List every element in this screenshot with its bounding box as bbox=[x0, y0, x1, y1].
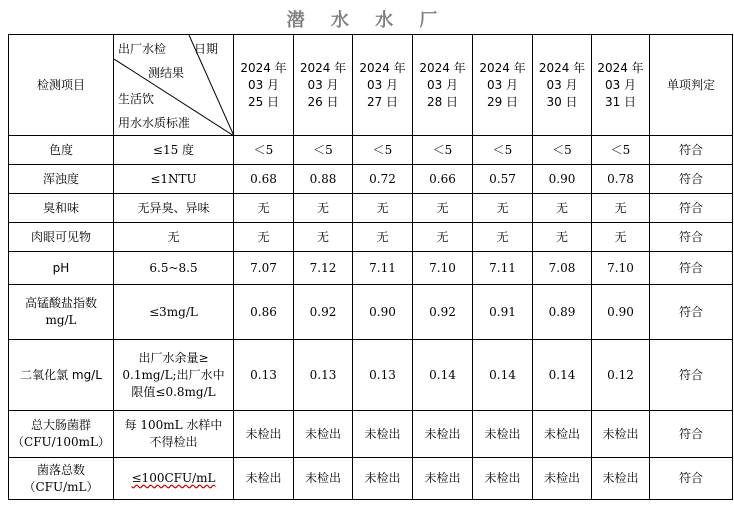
standard-cell bbox=[114, 223, 234, 252]
date-header: 2024 年 03 月 29 日 bbox=[473, 35, 533, 136]
measurement-cell: 0.92 bbox=[413, 285, 473, 340]
water-quality-table bbox=[8, 34, 733, 500]
measurement-cell: ＜5 bbox=[592, 136, 650, 165]
measurement-cell: ＜5 bbox=[413, 136, 473, 165]
date-header: 2024 年 03 月 31 日 bbox=[592, 35, 650, 136]
measurement-cell: 0.12 bbox=[592, 340, 650, 411]
item-name: 菌落总数 bbox=[36, 462, 85, 477]
measurement-cell: 未检出 bbox=[413, 458, 473, 500]
item-name-cell bbox=[9, 411, 114, 458]
measurement-cell: 无 bbox=[413, 194, 473, 223]
measurement-cell: ＜5 bbox=[473, 136, 533, 165]
measurement-cell: 0.86 bbox=[234, 285, 294, 340]
measurement-cell: 无 bbox=[294, 194, 353, 223]
item-name: 肉眼可见物 bbox=[30, 229, 91, 244]
diagonal-header-cell bbox=[114, 35, 234, 136]
measurement-cell: 0.91 bbox=[473, 285, 533, 340]
standard-text: 无异臭、异味 bbox=[137, 200, 210, 215]
item-name: 总大肠菌群 bbox=[30, 418, 91, 432]
measurement-cell: 无 bbox=[533, 194, 592, 223]
standard-text: 出厂水余量≥ bbox=[138, 350, 209, 365]
measurement-cell: 未检出 bbox=[234, 411, 294, 458]
verdict-cell: 符合 bbox=[650, 223, 733, 252]
item-unit: （CFU/100mL） bbox=[12, 435, 110, 449]
page-title: 潜 水 水 厂 bbox=[286, 10, 448, 31]
measurement-cell: 无 bbox=[473, 194, 533, 223]
standard-text: ≤100CFU/mL bbox=[131, 471, 216, 485]
measurement-cell: 未检出 bbox=[413, 411, 473, 458]
measurement-cell: 无 bbox=[592, 194, 650, 223]
item-name-cell bbox=[9, 223, 114, 252]
diag-label-standard-1: 生活饮 bbox=[118, 92, 155, 106]
diag-label-standard-2: 用水水质标准 bbox=[118, 116, 191, 130]
measurement-cell: 7.12 bbox=[294, 252, 353, 285]
measurement-cell: 无 bbox=[592, 223, 650, 252]
measurement-cell: 7.08 bbox=[533, 252, 592, 285]
measurement-cell: 7.11 bbox=[353, 252, 413, 285]
verdict-header: 单项判定 bbox=[650, 35, 733, 136]
item-name-cell bbox=[9, 458, 114, 500]
measurement-cell: 0.57 bbox=[473, 165, 533, 194]
item-unit: mg/L bbox=[45, 313, 77, 327]
standard-text: 不得检出 bbox=[149, 435, 198, 449]
standard-text: 限值≤0.8mg/L bbox=[131, 384, 216, 399]
standard-text: 每 100mL 水样中 bbox=[124, 418, 223, 432]
date-header: 2024 年 03 月 30 日 bbox=[533, 35, 592, 136]
measurement-cell: 0.14 bbox=[533, 340, 592, 411]
measurement-cell: 7.11 bbox=[473, 252, 533, 285]
measurement-cell: 无 bbox=[234, 223, 294, 252]
measurement-cell: 未检出 bbox=[294, 411, 353, 458]
measurement-cell: 0.72 bbox=[353, 165, 413, 194]
header-row bbox=[9, 35, 733, 136]
diag-label-date: 日期 bbox=[194, 42, 219, 56]
measurement-cell: 无 bbox=[234, 194, 294, 223]
table-row bbox=[9, 136, 733, 165]
date-header: 2024 年 03 月 26 日 bbox=[294, 35, 353, 136]
item-header: 检测项目 bbox=[9, 35, 114, 136]
standard-cell bbox=[114, 458, 234, 500]
measurement-cell: 无 bbox=[413, 223, 473, 252]
measurement-cell: 未检出 bbox=[473, 411, 533, 458]
item-name-cell bbox=[9, 194, 114, 223]
table-row bbox=[9, 411, 733, 458]
measurement-cell: 无 bbox=[533, 223, 592, 252]
verdict-cell: 符合 bbox=[650, 340, 733, 411]
measurement-cell: 0.13 bbox=[294, 340, 353, 411]
measurement-cell: 未检出 bbox=[234, 458, 294, 500]
standard-text: 6.5~8.5 bbox=[149, 260, 198, 275]
standard-cell bbox=[114, 252, 234, 285]
measurement-cell: 0.88 bbox=[294, 165, 353, 194]
measurement-cell: 7.10 bbox=[413, 252, 473, 285]
measurement-cell: 0.13 bbox=[234, 340, 294, 411]
diag-label-result: 测结果 bbox=[148, 66, 185, 80]
item-name: pH bbox=[52, 260, 70, 275]
item-name: 臭和味 bbox=[42, 200, 79, 215]
standard-text: ≤3mg/L bbox=[149, 304, 198, 319]
standard-text: ≤15 度 bbox=[152, 142, 195, 157]
item-name: 高锰酸盐指数 bbox=[24, 296, 97, 310]
table-row bbox=[9, 252, 733, 285]
verdict-cell: 符合 bbox=[650, 252, 733, 285]
measurement-cell: 未检出 bbox=[592, 458, 650, 500]
standard-cell bbox=[114, 194, 234, 223]
measurement-cell: 0.90 bbox=[533, 165, 592, 194]
measurement-cell: 0.78 bbox=[592, 165, 650, 194]
measurement-cell: 0.66 bbox=[413, 165, 473, 194]
measurement-cell: 0.92 bbox=[294, 285, 353, 340]
measurement-cell: ＜5 bbox=[533, 136, 592, 165]
item-name-cell bbox=[9, 285, 114, 340]
standard-cell bbox=[114, 285, 234, 340]
date-header: 2024 年 03 月 25 日 bbox=[234, 35, 294, 136]
measurement-cell: 无 bbox=[294, 223, 353, 252]
item-name-cell bbox=[9, 165, 114, 194]
verdict-cell: 符合 bbox=[650, 136, 733, 165]
table-row bbox=[9, 223, 733, 252]
date-header: 2024 年 03 月 27 日 bbox=[353, 35, 413, 136]
measurement-cell: 0.14 bbox=[413, 340, 473, 411]
table-row bbox=[9, 285, 733, 340]
measurement-cell: 0.89 bbox=[533, 285, 592, 340]
item-name-cell bbox=[9, 136, 114, 165]
measurement-cell: 0.90 bbox=[353, 285, 413, 340]
table-row bbox=[9, 458, 733, 500]
measurement-cell: 7.10 bbox=[592, 252, 650, 285]
measurement-cell: 未检出 bbox=[353, 458, 413, 500]
item-unit: （CFU/mL） bbox=[23, 479, 99, 494]
diag-label-factory: 出厂水检 bbox=[118, 42, 167, 56]
standard-text: ≤1NTU bbox=[150, 171, 197, 186]
measurement-cell: 未检出 bbox=[473, 458, 533, 500]
item-name-cell bbox=[9, 340, 114, 411]
measurement-cell: 0.14 bbox=[473, 340, 533, 411]
measurement-cell: 未检出 bbox=[533, 411, 592, 458]
standard-cell bbox=[114, 136, 234, 165]
standard-cell bbox=[114, 165, 234, 194]
measurement-cell: 未检出 bbox=[592, 411, 650, 458]
measurement-cell: 未检出 bbox=[294, 458, 353, 500]
verdict-cell: 符合 bbox=[650, 411, 733, 458]
measurement-cell: ＜5 bbox=[234, 136, 294, 165]
measurement-cell: 0.90 bbox=[592, 285, 650, 340]
standard-text: 0.1mg/L;出厂水中 bbox=[122, 367, 225, 382]
verdict-cell: 符合 bbox=[650, 165, 733, 194]
measurement-cell: ＜5 bbox=[353, 136, 413, 165]
measurement-cell: 无 bbox=[353, 223, 413, 252]
item-name: 色度 bbox=[48, 142, 73, 157]
table-row bbox=[9, 165, 733, 194]
item-name: 二氧化氯 mg/L bbox=[20, 367, 102, 382]
standard-cell bbox=[114, 411, 234, 458]
measurement-cell: 无 bbox=[473, 223, 533, 252]
measurement-cell: 0.68 bbox=[234, 165, 294, 194]
measurement-cell: 未检出 bbox=[533, 458, 592, 500]
measurement-cell: ＜5 bbox=[294, 136, 353, 165]
table-row bbox=[9, 340, 733, 411]
standard-text: 无 bbox=[167, 229, 180, 244]
date-header: 2024 年 03 月 28 日 bbox=[413, 35, 473, 136]
table-row bbox=[9, 194, 733, 223]
measurement-cell: 未检出 bbox=[353, 411, 413, 458]
item-name-cell bbox=[9, 252, 114, 285]
measurement-cell: 0.13 bbox=[353, 340, 413, 411]
standard-cell bbox=[114, 340, 234, 411]
measurement-cell: 7.07 bbox=[234, 252, 294, 285]
measurement-cell: 无 bbox=[353, 194, 413, 223]
verdict-cell: 符合 bbox=[650, 458, 733, 500]
item-name: 浑浊度 bbox=[42, 171, 79, 186]
verdict-cell: 符合 bbox=[650, 194, 733, 223]
verdict-cell: 符合 bbox=[650, 285, 733, 340]
